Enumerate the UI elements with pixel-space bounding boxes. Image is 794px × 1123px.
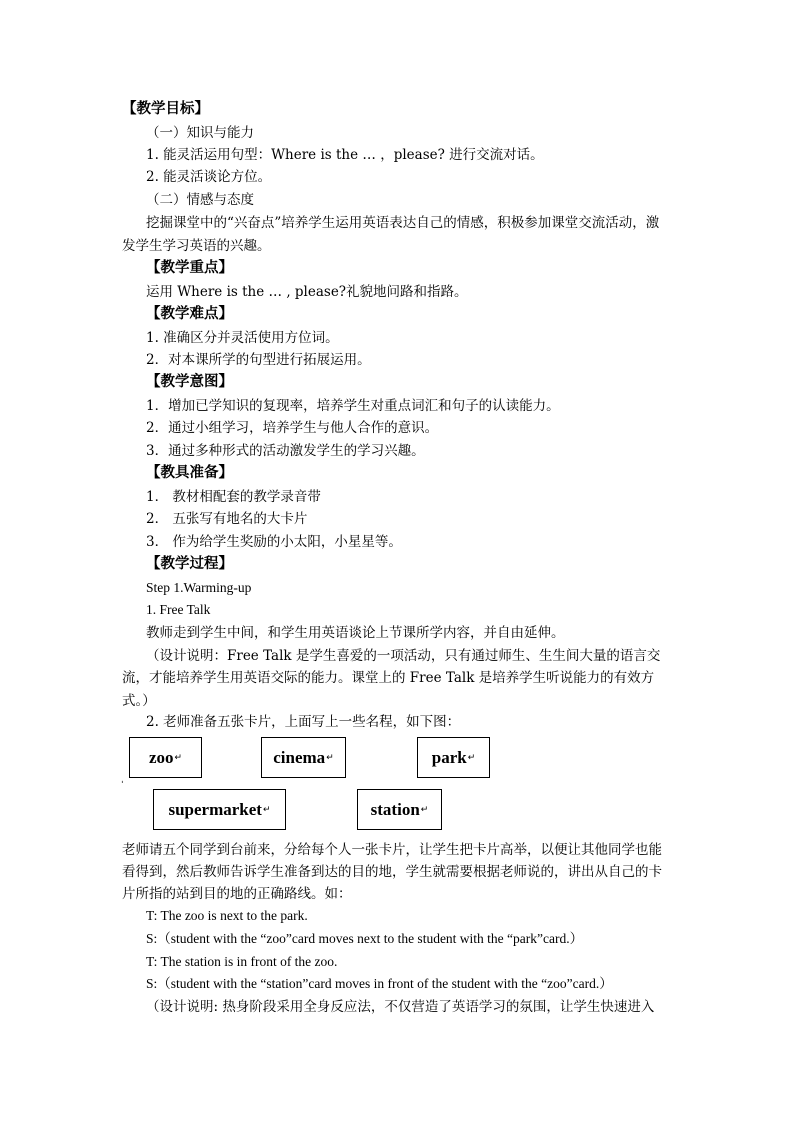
card-zoo-label: zoo (148, 747, 174, 767)
cards-intro: 2. 老师准备五张卡片，上面写上一些名程，如下图： (146, 714, 461, 730)
intent-item-2: 2．通过小组学习，培养学生与他人合作的意识。 (146, 420, 439, 436)
goal-item-2: 2. 能灵活谈论方位。 (146, 169, 272, 185)
attitude-paragraph-line-1: 挖掘课堂中的“兴奋点”培养学生运用英语表达自己的情感，积极参加课堂交流活动，激 (146, 215, 660, 231)
card-supermarket (153, 789, 286, 830)
tool-item-2: 2． 五张写有地名的大卡片 (146, 511, 308, 527)
paragraph-mark-icon: ↵ (326, 752, 334, 762)
intent-item-1: 1．增加已学知识的复现率，培养学生对重点词汇和句子的认读能力。 (146, 398, 560, 414)
card-cinema-label: cinema (273, 747, 326, 767)
card-park (417, 737, 490, 778)
card-park-label: park (431, 747, 467, 767)
design-note-1-line-1: （设计说明：Free Talk 是学生喜爱的一项活动，只有通过师生、生生间大量的语言交 (146, 648, 661, 664)
card-cinema (261, 737, 346, 778)
anchor-mark-icon: ˌ (121, 775, 124, 785)
activity-paragraph-line-2: 看得到，然后教师告诉学生准备到达的目的地，学生就需要根据老师说的，讲出从自己的卡 (122, 864, 662, 880)
dialogue-line-2: S:（student with the “zoo”card moves next to the student with the “park”card.） (146, 931, 584, 946)
step-1-label: Step 1.Warming-up (146, 580, 252, 595)
free-talk-description: 教师走到学生中间，和学生用英语谈论上节课所学内容，并自由延伸。 (146, 625, 565, 641)
design-note-2-line-1: （设计说明: 热身阶段采用全身反应法，不仅营造了英语学习的氛围，让学生快速进入 (146, 999, 655, 1015)
card-station-label: station (370, 799, 420, 819)
paragraph-mark-icon: ↵ (420, 804, 429, 814)
intent-heading: 【教学意图】 (146, 373, 233, 390)
paragraph-mark-icon: ↵ (174, 752, 183, 762)
paragraph-mark-icon: ↵ (467, 752, 476, 762)
tools-heading: 【教具准备】 (146, 464, 233, 481)
design-note-1-line-2: 流，才能培养学生用英语交际的能力。课堂上的 Free Talk 是培养学生听说能力的有效方 (122, 670, 655, 686)
difficulty-item-1: 1. 准确区分并灵活使用方位词。 (146, 330, 339, 346)
difficulty-heading: 【教学难点】 (146, 305, 233, 322)
card-supermarket-label: supermarket (168, 799, 262, 819)
process-heading: 【教学过程】 (146, 555, 233, 572)
activity-paragraph-line-1: 老师请五个同学到台前来，分给每个人一张卡片，让学生把卡片高举，以便让其他同学也能 (122, 842, 662, 858)
tool-item-3: 3． 作为给学生奖励的小太阳，小星星等。 (146, 534, 402, 550)
difficulty-item-2: 2．对本课所学的句型进行拓展运用。 (146, 352, 371, 368)
subheading-attitude: （二）情感与态度 (146, 192, 254, 208)
key-points-heading: 【教学重点】 (146, 259, 233, 276)
subheading-knowledge: （一）知识与能力 (146, 125, 254, 141)
dialogue-line-3: T: The station is in front of the zoo. (146, 954, 338, 969)
paragraph-mark-icon: ↵ (262, 804, 271, 814)
dialogue-line-1: T: The zoo is next to the park. (146, 908, 308, 923)
key-points-text: 运用 Where is the … , please?礼貌地问路和指路。 (146, 284, 468, 300)
free-talk-label: 1. Free Talk (146, 602, 211, 617)
design-note-1-line-3: 式。） (122, 693, 156, 709)
intent-item-3: 3．通过多种形式的活动激发学生的学习兴趣。 (146, 443, 425, 459)
goal-item-1: 1. 能灵活运用句型：Where is the … ，please? 进行交流对话。 (146, 147, 544, 163)
activity-paragraph-line-3: 片所指的站到目的地的正确路线。如： (122, 886, 352, 902)
attitude-paragraph-line-2: 发学生学习英语的兴趣。 (122, 238, 271, 254)
card-station (357, 789, 442, 830)
card-zoo (129, 737, 202, 778)
goals-heading: 【教学目标】 (122, 100, 209, 117)
dialogue-line-4: S:（student with the “station”card moves in front of the student with the “zoo”card.） (146, 976, 613, 991)
tool-item-1: 1． 教材相配套的教学录音带 (146, 489, 321, 505)
